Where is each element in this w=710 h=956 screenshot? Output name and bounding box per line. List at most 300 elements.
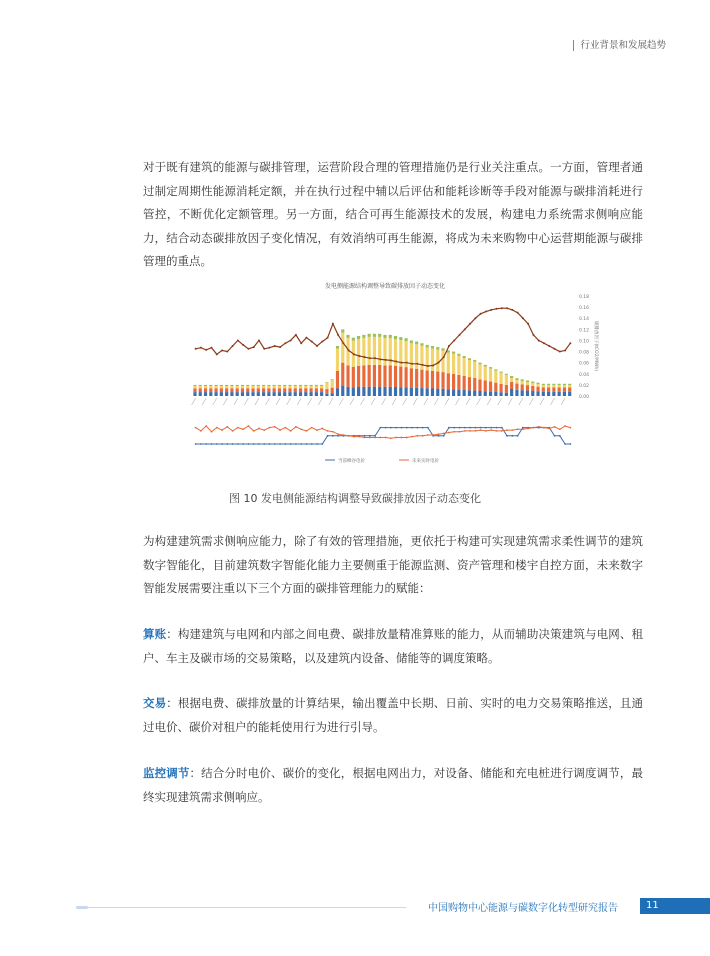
current-price-point (295, 443, 297, 445)
chart-bar-segment (505, 385, 508, 393)
current-price-point (395, 427, 397, 429)
chart-bar-segment (362, 335, 365, 338)
emission-factor-point (364, 356, 366, 358)
x-tick-mark (403, 398, 407, 405)
current-price-point (554, 435, 556, 437)
page-number: 11 (640, 898, 710, 914)
future-price-point (327, 430, 329, 432)
chart-bar-segment (315, 392, 318, 396)
current-price-point (406, 427, 408, 429)
chart-bar-segment (568, 387, 571, 391)
section-header: 行业背景和发展趋势 (573, 40, 666, 51)
x-tick-mark (382, 398, 386, 405)
current-price-point (448, 427, 450, 429)
current-price-point (490, 427, 492, 429)
x-tick-mark (213, 398, 217, 405)
chart-bar-segment (447, 353, 450, 374)
x-tick-mark (266, 398, 270, 405)
chart-bar-segment (241, 385, 244, 386)
chart-bar-segment (378, 334, 381, 337)
chart-bar-segment (193, 386, 196, 388)
chart-bar-segment (410, 368, 413, 387)
chart-bar-segment (536, 391, 539, 396)
chart-bar-segment (299, 392, 302, 396)
current-price-point (416, 427, 418, 429)
y-tick-label: 0.00 (579, 395, 590, 400)
chart-bar-segment (478, 391, 481, 396)
chart-bar-segment (341, 363, 344, 386)
emission-factor-point (543, 342, 545, 344)
chart-bar-segment (352, 338, 355, 341)
chart-bar-segment (310, 392, 313, 396)
chart-bar-segment (399, 387, 402, 396)
chart-bar-segment (204, 386, 207, 388)
x-tick-mark (456, 398, 460, 405)
chart-bar-segment (325, 383, 328, 389)
current-price-point (506, 435, 508, 437)
x-tick-mark (498, 398, 502, 405)
chart-bar-segment (199, 392, 202, 396)
chart-bar-segment (568, 384, 571, 385)
chart-bar-segment (336, 349, 339, 372)
emission-factor-point (327, 337, 329, 339)
x-tick-mark (424, 398, 428, 405)
future-price-point (469, 430, 471, 432)
chart-bar-segment (225, 392, 228, 396)
chart-bar-segment (310, 388, 313, 392)
chart-bar-segment (362, 338, 365, 366)
chart-bar-segment (447, 373, 450, 389)
emission-factor-point (205, 349, 207, 351)
future-price-point (438, 433, 440, 435)
future-price-point (242, 428, 244, 430)
current-price-point (364, 435, 366, 437)
x-tick-mark (234, 398, 238, 405)
chart-figure (185, 278, 598, 468)
y-tick-label: 0.02 (579, 383, 590, 389)
chart-bar-segment (394, 336, 397, 339)
chart-bar-segment (558, 384, 561, 385)
future-price-point (548, 428, 550, 430)
emission-factor-point (332, 323, 334, 325)
chart-bar-segment (320, 385, 323, 386)
current-price-point (284, 443, 286, 445)
chart-bar-segment (489, 382, 492, 392)
emission-factor-point (390, 359, 392, 361)
chart-bar-segment (521, 381, 524, 384)
chart-bar-segment (341, 329, 344, 332)
chart-bar-segment (378, 387, 381, 396)
chart-bar-segment (220, 392, 223, 396)
x-tick-mark (361, 398, 365, 405)
chart-bar-segment (304, 388, 307, 392)
future-price-point (395, 437, 397, 439)
chart-bar-segment (294, 386, 297, 388)
chart-bar-segment (331, 394, 334, 397)
future-price-point (511, 429, 513, 431)
current-price-point (427, 427, 429, 429)
future-price-point (253, 430, 255, 432)
future-price-point (205, 425, 207, 427)
chart-bar-segment (262, 385, 265, 386)
chart-bar-segment (510, 389, 513, 396)
chart-bar-segment (531, 386, 534, 391)
current-price-point (337, 435, 339, 437)
current-price-point (390, 427, 392, 429)
emission-factor-point (532, 334, 534, 336)
emission-factor-point (506, 307, 508, 309)
chart-bar-segment (547, 385, 550, 387)
current-price-point (459, 427, 461, 429)
chart-bar-segment (415, 388, 418, 396)
x-tick-mark (529, 398, 533, 405)
future-price-point (216, 427, 218, 429)
future-price-point (517, 428, 519, 430)
chart-bar-segment (484, 366, 487, 380)
future-price-point (237, 427, 239, 429)
legend-label-current: 当前峰谷电价 (338, 459, 365, 464)
current-price-point (374, 435, 376, 437)
chart-bar-segment (510, 382, 513, 389)
chart-bar-segment (436, 389, 439, 396)
future-price-point (284, 427, 286, 429)
chart-bar-segment (383, 335, 386, 338)
chart-bar-segment (457, 356, 460, 375)
chart-bar-segment (246, 388, 249, 392)
chart-bar-segment (320, 386, 323, 388)
chart-bar-segment (215, 388, 218, 392)
emission-factor-point (195, 348, 197, 350)
chart-bar-segment (457, 375, 460, 390)
chart-bar-segment (336, 389, 339, 397)
item-accounting (143, 623, 643, 670)
current-price-point (369, 435, 371, 437)
chart-bar-segment (204, 388, 207, 392)
emission-factor-point (459, 334, 461, 336)
emission-factor-point (321, 341, 323, 343)
current-price-point (274, 443, 276, 445)
chart-bar-segment (341, 386, 344, 396)
chart-bar-segment (500, 372, 503, 373)
chart-bar-segment (399, 337, 402, 340)
emission-factor-point (342, 342, 344, 344)
current-price-point (316, 443, 318, 445)
emission-factor-point (221, 349, 223, 351)
current-price-point (517, 435, 519, 437)
chart-bar-segment (473, 362, 476, 378)
chart-bar-segment (468, 390, 471, 396)
chart-bar-segment (310, 385, 313, 386)
chart-bar-segment (463, 376, 466, 390)
emission-factor-point (522, 317, 524, 319)
chart-bar-segment (288, 392, 291, 396)
emission-factor-point (295, 334, 297, 336)
chart-bar-segment (257, 386, 260, 388)
emission-factor-point (437, 362, 439, 364)
emission-factor-line (196, 308, 571, 366)
future-price-point (226, 426, 228, 428)
chart-bar-segment (199, 388, 202, 392)
chart-bar-segment (204, 385, 207, 386)
chart-bar-segment (473, 378, 476, 391)
y-tick-label: 0.08 (579, 350, 590, 356)
future-price-point (533, 427, 535, 429)
chart-bar-segment (383, 338, 386, 366)
chart-bar-segment (463, 356, 466, 358)
emission-factor-point (400, 362, 402, 364)
chart-bar-segment (209, 386, 212, 388)
x-tick-mark (392, 398, 396, 405)
chart-bar-segment (267, 392, 270, 396)
emission-factor-point (374, 357, 376, 359)
x-tick-mark (466, 398, 470, 405)
future-price-point (411, 436, 413, 438)
current-price-point (501, 427, 503, 429)
emission-factor-point (274, 345, 276, 347)
chart-bar-segment (209, 388, 212, 392)
chart-bar-segment (325, 394, 328, 396)
current-price-point (200, 443, 202, 445)
chart-bar-segment (336, 346, 339, 349)
legend-label-future: 未来实时电价 (412, 459, 439, 464)
chart-bar-segment (220, 385, 223, 386)
emission-factor-point (247, 348, 249, 350)
chart-bar-segment (510, 378, 513, 382)
future-price-point (348, 435, 350, 437)
x-tick-mark (244, 398, 248, 405)
emission-factor-point (358, 355, 360, 357)
chart-bar-segment (521, 384, 524, 390)
chart-bar-segment (310, 386, 313, 388)
chart-bar-segment (251, 386, 254, 388)
future-price-point (538, 426, 540, 428)
chart-bar-segment (441, 351, 444, 373)
future-price-point (501, 430, 503, 432)
chart-bar-segment (468, 360, 471, 377)
chart-bar-segment (484, 380, 487, 391)
future-price-point (311, 427, 313, 429)
emission-factor-point (258, 339, 260, 341)
chart-bar-segment (431, 346, 434, 349)
emission-factor-point (548, 345, 550, 347)
future-price-point (422, 435, 424, 437)
footer-report-title: 中国购物中心能源与碳数字化转型研究报告 (428, 903, 618, 914)
chart-bar-segment (505, 393, 508, 396)
current-price-point (321, 443, 323, 445)
current-price-point (290, 443, 292, 445)
future-price-point (459, 431, 461, 433)
future-price-point (248, 425, 250, 427)
chart-bar-segment (500, 392, 503, 396)
chart-bar-segment (346, 365, 349, 386)
chart-bar-segment (563, 392, 566, 396)
future-price-point (406, 437, 408, 439)
chart-bar-segment (436, 372, 439, 389)
chart-bar-segment (209, 385, 212, 386)
chart-bar-segment (220, 386, 223, 388)
x-tick-mark (445, 398, 449, 405)
chart-bar-segment (278, 388, 281, 392)
future-price-point (290, 430, 292, 432)
future-price-point (506, 429, 508, 431)
current-price-point (306, 443, 308, 445)
future-price-point (474, 430, 476, 432)
future-price-point (496, 430, 498, 432)
chart-bar-segment (521, 390, 524, 396)
chart-bar-segment (236, 385, 239, 386)
chart-bar-segment (547, 387, 550, 391)
chart-bar-segment (325, 389, 328, 394)
item-text: ：根据电费、碳排放量的计算结果，输出覆盖中长期、日前、实时的电力交易策略推送，且通过电价、碳价对租户的能耗使用行为进行引导。 (143, 696, 643, 734)
chart-bar-segment (331, 379, 334, 380)
current-price-point (379, 427, 381, 429)
chart-bar-segment (542, 384, 545, 385)
chart-bar-segment (426, 345, 429, 348)
chart-bar-segment (273, 392, 276, 396)
current-price-point (248, 443, 250, 445)
chart-bar-segment (346, 335, 349, 338)
chart-bar-segment (315, 385, 318, 386)
chart-bar-segment (225, 386, 228, 388)
paragraph-1: 对于既有建筑的能源与碳排管理，运营阶段合理的管理措施仍是行业关注重点。一方面，管理者通过制定周期性能源消耗定额，并在执行过程中辅以后评估和能耗诊断等手段对能源与碳排消耗进行管控，不断优化定额管理。另一方面，结合可再生能源技术的发展，构建电力系统需求侧响应能力，结合动态碳排放因子变化情况，有效消纳可再生能源，将成为未来购物中心运营期能源与碳排管理的重点。 (143, 160, 643, 268)
current-price-point (559, 435, 561, 437)
chart-bar-segment (294, 392, 297, 396)
future-price-point (358, 436, 360, 438)
x-tick-mark (487, 398, 491, 405)
chart-bar-segment (500, 384, 503, 393)
chart-bar-segment (236, 386, 239, 388)
chart-bar-segment (441, 348, 444, 350)
emission-factor-point (305, 337, 307, 339)
current-price-point (522, 427, 524, 429)
future-price-point (321, 428, 323, 430)
chart-bar-segment (325, 382, 328, 383)
chart-bar-segment (526, 380, 529, 382)
item-text: ：结合分时电价、碳价的变化，根据电网出力，对设备、储能和充电桩进行调度调节，最终实现建筑需求侧响应。 (143, 766, 644, 804)
chart-bar-segment (515, 378, 518, 380)
chart-bar-segment (563, 387, 566, 391)
future-price-point (543, 427, 545, 429)
x-tick-mark (308, 398, 312, 405)
current-price-point (385, 427, 387, 429)
chart-bar-segment (257, 392, 260, 396)
chart-bar-segment (489, 392, 492, 396)
current-price-point (211, 443, 213, 445)
chart-bar-segment (373, 337, 376, 365)
chart-bar-segment (230, 386, 233, 388)
future-price-point (337, 433, 339, 435)
current-price-point (237, 443, 239, 445)
current-price-point (443, 435, 445, 437)
emission-factor-point (569, 342, 571, 344)
current-price-point (569, 443, 571, 445)
chart-bar-segment (531, 382, 534, 383)
chart-bar-segment (542, 385, 545, 387)
chart-bar-segment (278, 385, 281, 386)
future-price-point (263, 429, 265, 431)
x-tick-mark (276, 398, 280, 405)
emission-factor-point (395, 361, 397, 363)
current-price-point (496, 427, 498, 429)
chart-bar-segment (457, 390, 460, 396)
y-tick-label: 0.04 (579, 372, 590, 378)
chart-bar-segment (415, 344, 418, 369)
emission-factor-point (226, 351, 228, 353)
future-price-point (490, 429, 492, 431)
chart-bar-segment (273, 385, 276, 386)
future-price-point (416, 435, 418, 437)
emission-factor-point (200, 347, 202, 349)
chart-bar-segment (515, 380, 518, 384)
future-price-point (443, 432, 445, 434)
emission-factor-point (554, 348, 556, 350)
chart-bar-segment (288, 388, 291, 392)
chart-bar-segment (536, 383, 539, 384)
chart-bar-segment (452, 354, 455, 374)
chart-bar-segment (278, 392, 281, 396)
chart-bar-segment (484, 365, 487, 367)
chart-bar-segment (526, 382, 529, 385)
emission-factor-point (311, 341, 313, 343)
chart-bar-segment (215, 392, 218, 396)
chart-bar-segment (383, 387, 386, 396)
current-price-point (279, 443, 281, 445)
chart-bar-segment (236, 388, 239, 392)
chart-bar-segment (352, 387, 355, 396)
chart-bar-segment (267, 388, 270, 392)
current-price-point (438, 435, 440, 437)
chart-bar-segment (552, 384, 555, 385)
current-price-point (485, 427, 487, 429)
chart-bar-segment (283, 386, 286, 388)
emission-factor-point (379, 358, 381, 360)
future-price-point (300, 428, 302, 430)
chart-bar-segment (526, 385, 529, 390)
chart-bar-segment (267, 386, 270, 388)
chart-bar-segment (468, 377, 471, 390)
item-term: 算账 (143, 627, 167, 641)
current-price-point (311, 443, 313, 445)
current-price-point (474, 427, 476, 429)
chart-bar-segment (246, 385, 249, 386)
emission-factor-point (448, 345, 450, 347)
chart-bar-segment (357, 336, 360, 339)
chart-bar-segment (500, 373, 503, 384)
future-price-point (195, 427, 197, 429)
chart-bar-segment (410, 388, 413, 396)
future-price-point (221, 429, 223, 431)
chart-bar-segment (431, 389, 434, 397)
chart-bar-segment (251, 392, 254, 396)
chart-bar-segment (199, 386, 202, 388)
chart-bar-segment (536, 387, 539, 392)
chart-bar-segment (441, 372, 444, 389)
current-price-point (327, 435, 329, 437)
chart-bar-segment (257, 388, 260, 392)
future-price-point (200, 430, 202, 432)
current-price-point (480, 427, 482, 429)
chart-bar-segment (225, 388, 228, 392)
chart-bar-segment (452, 352, 455, 354)
chart-bar-segment (536, 384, 539, 387)
chart-bar-segment (463, 358, 466, 376)
emission-factor-point (564, 349, 566, 351)
chart-bar-segment (251, 385, 254, 386)
chart-bar-segment (431, 349, 434, 372)
emission-factor-point (269, 347, 271, 349)
chart-bar-segment (294, 385, 297, 386)
future-price-point (390, 437, 392, 439)
